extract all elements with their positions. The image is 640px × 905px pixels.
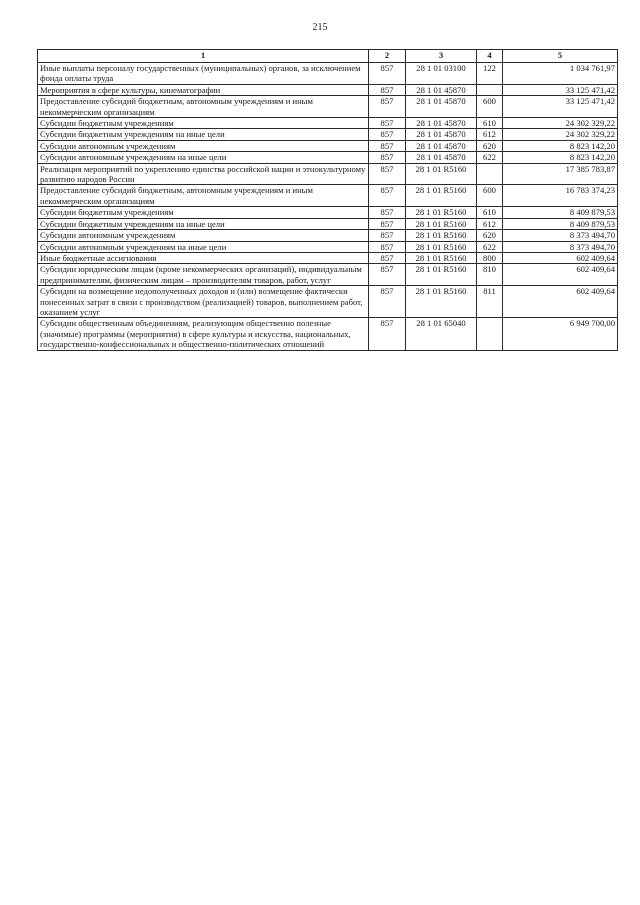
row-csr-cell: 28 1 01 R5160	[406, 286, 477, 318]
row-sum-cell: 17 385 783,87	[503, 163, 618, 185]
row-name-cell: Субсидии бюджетным учреждениям на иные цели	[38, 129, 369, 140]
row-csr-cell: 28 1 01 45870	[406, 96, 477, 118]
table-body	[38, 63, 618, 351]
row-csr-cell: 28 1 01 R5160	[406, 207, 477, 218]
table-row	[38, 230, 618, 241]
row-vr-cell: 610	[477, 118, 503, 129]
row-csr-cell: 28 1 01 R5160	[406, 252, 477, 263]
row-csr-cell: 28 1 01 45870	[406, 84, 477, 95]
column-header: 3	[406, 50, 477, 63]
row-sum-cell: 24 302 329,22	[503, 118, 618, 129]
row-ved-cell: 857	[369, 96, 406, 118]
row-sum-cell: 602 409,64	[503, 286, 618, 318]
table-row	[38, 207, 618, 218]
row-vr-cell: 600	[477, 96, 503, 118]
row-vr-cell: 122	[477, 63, 503, 85]
row-vr-cell: 811	[477, 286, 503, 318]
budget-table	[37, 49, 618, 351]
row-ved-cell: 857	[369, 63, 406, 85]
row-csr-cell: 28 1 01 65040	[406, 318, 477, 350]
row-name-cell: Субсидии автономным учреждениям на иные цели	[38, 241, 369, 252]
row-vr-cell: 620	[477, 140, 503, 151]
row-vr-cell: 810	[477, 264, 503, 286]
row-sum-cell: 8 823 142,20	[503, 140, 618, 151]
row-vr-cell: 620	[477, 230, 503, 241]
row-vr-cell: 612	[477, 129, 503, 140]
row-sum-cell: 602 409,64	[503, 252, 618, 263]
row-sum-cell: 16 783 374,23	[503, 185, 618, 207]
row-sum-cell: 24 302 329,22	[503, 129, 618, 140]
row-ved-cell: 857	[369, 163, 406, 185]
row-csr-cell: 28 1 01 45870	[406, 129, 477, 140]
row-name-cell: Субсидии бюджетным учреждениям на иные цели	[38, 218, 369, 229]
column-header: 1	[38, 50, 369, 63]
row-csr-cell: 28 1 01 R5160	[406, 218, 477, 229]
table-row	[38, 252, 618, 263]
row-name-cell: Субсидии бюджетным учреждениям	[38, 118, 369, 129]
row-sum-cell: 33 125 471,42	[503, 96, 618, 118]
row-csr-cell: 28 1 01 45870	[406, 140, 477, 151]
table-row	[38, 140, 618, 151]
row-name-cell: Субсидии автономным учреждениям на иные цели	[38, 152, 369, 163]
row-ved-cell: 857	[369, 218, 406, 229]
row-name-cell: Субсидии юридическим лицам (кроме некоммерческих организаций), индивидуальным предпринимателям, физическим лицам – производителям товаров, работ, услуг	[38, 264, 369, 286]
row-ved-cell: 857	[369, 129, 406, 140]
table-row	[38, 96, 618, 118]
row-csr-cell: 28 1 01 R5160	[406, 185, 477, 207]
table-row	[38, 163, 618, 185]
row-csr-cell: 28 1 01 R5160	[406, 241, 477, 252]
row-sum-cell: 1 034 761,97	[503, 63, 618, 85]
row-vr-cell: 800	[477, 252, 503, 263]
table-row	[38, 241, 618, 252]
row-csr-cell: 28 1 01 45870	[406, 152, 477, 163]
row-sum-cell: 8 373 494,70	[503, 241, 618, 252]
row-sum-cell: 8 409 879,53	[503, 207, 618, 218]
row-name-cell: Иные бюджетные ассигнования	[38, 252, 369, 263]
row-csr-cell: 28 1 01 R5160	[406, 230, 477, 241]
row-name-cell: Субсидии бюджетным учреждениям	[38, 207, 369, 218]
row-sum-cell: 33 125 471,42	[503, 84, 618, 95]
row-vr-cell	[477, 318, 503, 350]
row-csr-cell: 28 1 01 45870	[406, 118, 477, 129]
row-sum-cell: 8 373 494,70	[503, 230, 618, 241]
table-row	[38, 218, 618, 229]
row-vr-cell: 622	[477, 152, 503, 163]
row-ved-cell: 857	[369, 241, 406, 252]
column-header: 2	[369, 50, 406, 63]
row-vr-cell: 600	[477, 185, 503, 207]
row-ved-cell: 857	[369, 230, 406, 241]
row-name-cell: Иные выплаты персоналу государственных (муниципальных) органов, за исключением фонда оплаты труда	[38, 63, 369, 85]
row-name-cell: Предоставление субсидий бюджетным, автономным учреждениям и иным некоммерческим организациям	[38, 96, 369, 118]
row-csr-cell: 28 1 01 03100	[406, 63, 477, 85]
column-header: 4	[477, 50, 503, 63]
table-row	[38, 152, 618, 163]
row-name-cell: Субсидии автономным учреждениям	[38, 140, 369, 151]
row-vr-cell: 622	[477, 241, 503, 252]
row-ved-cell: 857	[369, 84, 406, 95]
row-vr-cell: 610	[477, 207, 503, 218]
row-sum-cell: 8 823 142,20	[503, 152, 618, 163]
row-name-cell: Субсидии общественным объединениям, реализующим общественно полезные (значимые) программы (мероприятия) в сфере культуры и искусства, национальных, государственно-конфессиональных и общественно-политических отношений	[38, 318, 369, 350]
row-ved-cell: 857	[369, 318, 406, 350]
row-sum-cell: 6 949 700,00	[503, 318, 618, 350]
table-row	[38, 84, 618, 95]
row-name-cell: Предоставление субсидий бюджетным, автономным учреждениям и иным некоммерческим организациям	[38, 185, 369, 207]
row-name-cell: Субсидии на возмещение недополученных доходов и (или) возмещение фактически понесенных затрат в связи с производством (реализацией) товаров, выполнением работ, оказанием услуг	[38, 286, 369, 318]
row-ved-cell: 857	[369, 118, 406, 129]
row-name-cell: Мероприятия в сфере культуры, кинематографии	[38, 84, 369, 95]
page-number: 215	[312, 22, 328, 33]
row-ved-cell: 857	[369, 140, 406, 151]
row-sum-cell: 8 409 879,53	[503, 218, 618, 229]
row-sum-cell: 602 409,64	[503, 264, 618, 286]
column-header: 5	[503, 50, 618, 63]
row-vr-cell	[477, 84, 503, 95]
table-row	[38, 318, 618, 350]
table-row	[38, 264, 618, 286]
row-csr-cell: 28 1 01 R5160	[406, 163, 477, 185]
row-vr-cell: 612	[477, 218, 503, 229]
row-ved-cell: 857	[369, 185, 406, 207]
row-ved-cell: 857	[369, 264, 406, 286]
table-header-row	[38, 50, 618, 63]
table-row	[38, 63, 618, 85]
table-row	[38, 286, 618, 318]
row-csr-cell: 28 1 01 R5160	[406, 264, 477, 286]
table-row	[38, 129, 618, 140]
table-row	[38, 185, 618, 207]
row-ved-cell: 857	[369, 286, 406, 318]
row-vr-cell	[477, 163, 503, 185]
table-row	[38, 118, 618, 129]
row-ved-cell: 857	[369, 252, 406, 263]
row-name-cell: Субсидии автономным учреждениям	[38, 230, 369, 241]
row-name-cell: Реализация мероприятий по укреплению единства российской нации и этнокультурному развитию народов России	[38, 163, 369, 185]
row-ved-cell: 857	[369, 207, 406, 218]
row-ved-cell: 857	[369, 152, 406, 163]
